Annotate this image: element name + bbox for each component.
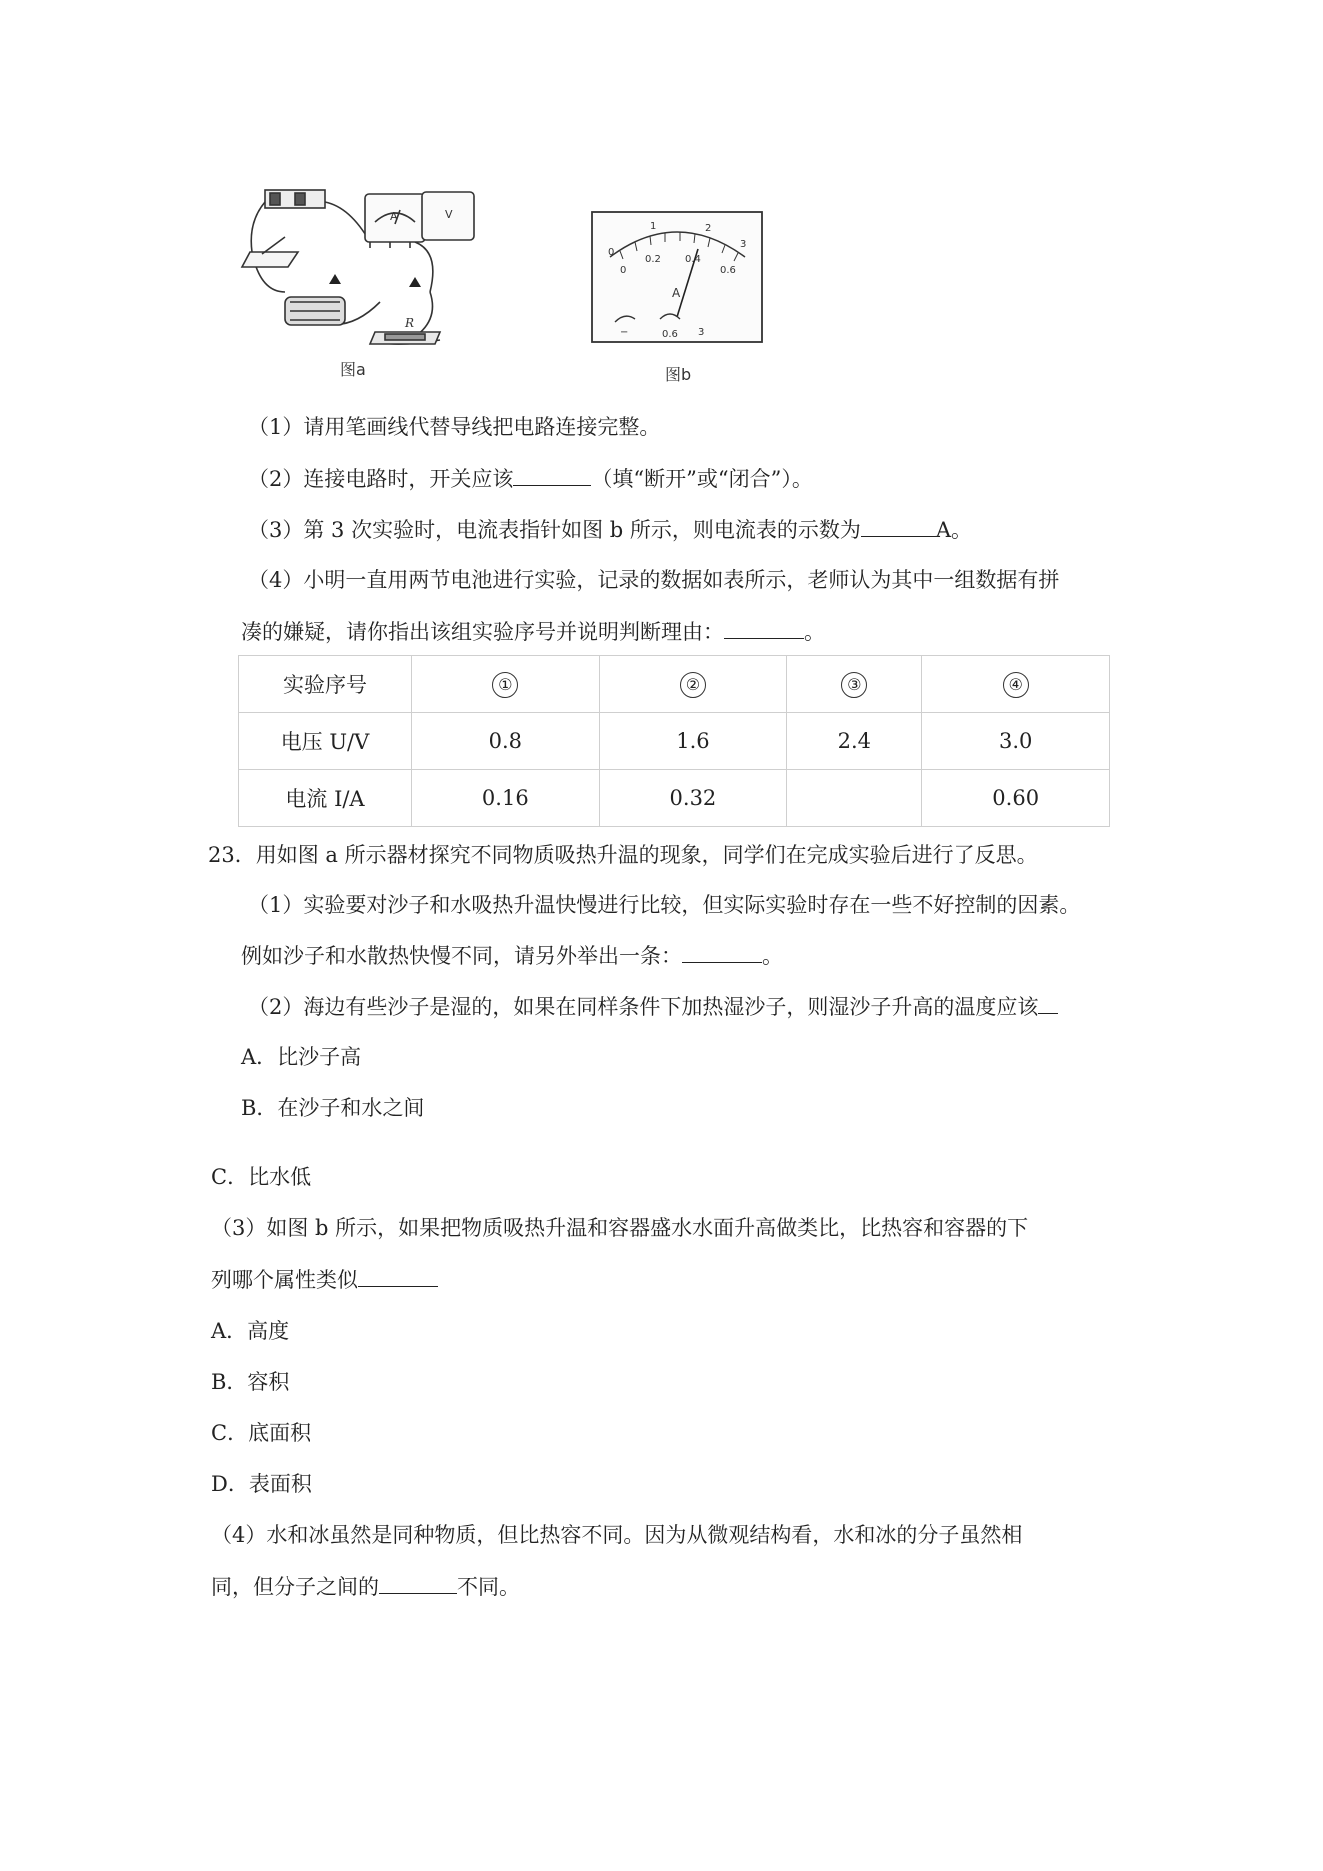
- table-row-label: 电流 I/A: [239, 770, 412, 827]
- figure-b-caption: 图b: [665, 365, 692, 384]
- q23-part3-line1: （3）如图 b 所示，如果把物质吸热升温和容器盛水水面升高做类比，比热容和容器的下: [211, 1216, 1029, 1240]
- q23-part3-line2: [211, 1264, 438, 1295]
- ammeter-label: A: [390, 210, 398, 223]
- table-cell: [787, 656, 922, 713]
- q22-part3-answer-blank[interactable]: [861, 514, 936, 537]
- q23-part4-answer-blank[interactable]: [379, 1571, 457, 1594]
- q23-part1-text-before: 例如沙子和水散热快慢不同，请另外举出一条：: [241, 944, 682, 968]
- table-row-label: 电压 U/V: [239, 713, 412, 770]
- q23-part3-answer-blank[interactable]: [358, 1264, 438, 1287]
- q23-part3-option-c[interactable]: C．底面积: [211, 1421, 312, 1445]
- q23-part2-answer-blank[interactable]: [1038, 991, 1058, 1014]
- table-cell: 1.6: [599, 713, 787, 770]
- table-cell: [922, 656, 1110, 713]
- table-row-label: 实验序号: [239, 656, 412, 713]
- table-cell: 0.8: [412, 713, 600, 770]
- q23-part4-text-before: 同，但分子之间的: [211, 1575, 379, 1599]
- table-cell[interactable]: [787, 770, 922, 827]
- table-row: [239, 770, 1110, 827]
- q23-part4-line2: [211, 1571, 520, 1602]
- dial-tick-top-0: 0: [608, 247, 615, 258]
- table-cell: 3.0: [922, 713, 1110, 770]
- table-cell: 0.16: [412, 770, 600, 827]
- q22-part3-text-before: （3）第 3 次实验时，电流表指针如图 b 所示，则电流表的示数为: [248, 518, 861, 542]
- dial-tick-bottom-1: 0.2: [645, 254, 661, 265]
- q23-part3-option-d[interactable]: D．表面积: [211, 1472, 312, 1496]
- q22-part4-text-before: 凑的嫌疑，请你指出该组实验序号并说明判断理由：: [241, 620, 724, 644]
- q22-part3-text-after: A。: [935, 518, 973, 542]
- dial-tick-top-1: 1: [650, 221, 657, 232]
- trial-number: ③: [841, 672, 867, 698]
- q22-part2-answer-blank[interactable]: [513, 463, 591, 486]
- q23-part2-option-a[interactable]: A．比沙子高: [241, 1045, 362, 1069]
- q22-part3: [248, 514, 972, 545]
- q22-part2-text-after: （填“断开”或“闭合”）。: [591, 467, 813, 491]
- q23-part2-option-b[interactable]: B．在沙子和水之间: [241, 1096, 425, 1120]
- q22-part4-line2: [241, 616, 825, 647]
- q23-part1-text-after: 。: [762, 944, 783, 968]
- dial-tick-bottom-0: 0: [620, 265, 627, 276]
- voltmeter-label: V: [445, 208, 453, 221]
- q23-part1-line2: [241, 940, 783, 971]
- q23-part2-text: （2）海边有些沙子是湿的，如果在同样条件下加热湿沙子，则湿沙子升高的温度应该: [248, 995, 1039, 1019]
- q23-part2: [248, 991, 1058, 1022]
- dial-tick-top-3: 3: [740, 239, 747, 250]
- terminal-0-6: 0.6: [662, 329, 678, 340]
- q22-part4-answer-blank[interactable]: [724, 616, 804, 639]
- table-cell: 2.4: [787, 713, 922, 770]
- q23-part3-option-a[interactable]: A．高度: [211, 1319, 290, 1343]
- resistor-label: R: [405, 316, 415, 330]
- q23-stem: 23．用如图 a 所示器材探究不同物质吸热升温的现象，同学们在完成实验后进行了反思。: [208, 843, 1038, 867]
- ammeter-dial-figure-b: [580, 207, 765, 387]
- dial-tick-bottom-2: 0.4: [685, 254, 701, 265]
- q23-part4-text-after: 不同。: [457, 1575, 520, 1599]
- table-row: [239, 656, 1110, 713]
- trial-number: ②: [680, 672, 706, 698]
- experiment-data-table: [238, 655, 1110, 827]
- trial-number: ④: [1003, 672, 1029, 698]
- q22-part4-text-after: 。: [804, 620, 825, 644]
- table-cell: 0.60: [922, 770, 1110, 827]
- q22-part2: [248, 463, 813, 494]
- figures-area: [240, 182, 800, 387]
- table-cell: [412, 656, 600, 713]
- q23-part1-line1: （1）实验要对沙子和水吸热升温快慢进行比较，但实际实验时存在一些不好控制的因素。: [248, 893, 1081, 917]
- table-cell: 0.32: [599, 770, 787, 827]
- figure-a-caption: 图a: [340, 360, 366, 379]
- q22-part2-text-before: （2）连接电路时，开关应该: [248, 467, 514, 491]
- trial-number: ①: [492, 672, 518, 698]
- q23-part3-text: 列哪个属性类似: [211, 1268, 358, 1292]
- table-row: [239, 713, 1110, 770]
- q23-part2-option-c[interactable]: C．比水低: [211, 1165, 312, 1189]
- q23-part1-answer-blank[interactable]: [682, 940, 762, 963]
- terminal-3: 3: [698, 327, 705, 338]
- dial-unit: A: [672, 286, 681, 300]
- q22-part4-line1: （4）小明一直用两节电池进行实验，记录的数据如表所示，老师认为其中一组数据有拼: [248, 568, 1060, 592]
- q22-part1: （1）请用笔画线代替导线把电路连接完整。: [248, 415, 661, 439]
- q23-part4-line1: （4）水和冰虽然是同种物质，但比热容不同。因为从微观结构看，水和冰的分子虽然相: [211, 1523, 1023, 1547]
- dial-tick-top-2: 2: [705, 223, 712, 234]
- q23-part3-option-b[interactable]: B．容积: [211, 1370, 290, 1394]
- table-cell: [599, 656, 787, 713]
- dial-tick-bottom-3: 0.6: [720, 265, 736, 276]
- terminal-negative: −: [620, 327, 629, 338]
